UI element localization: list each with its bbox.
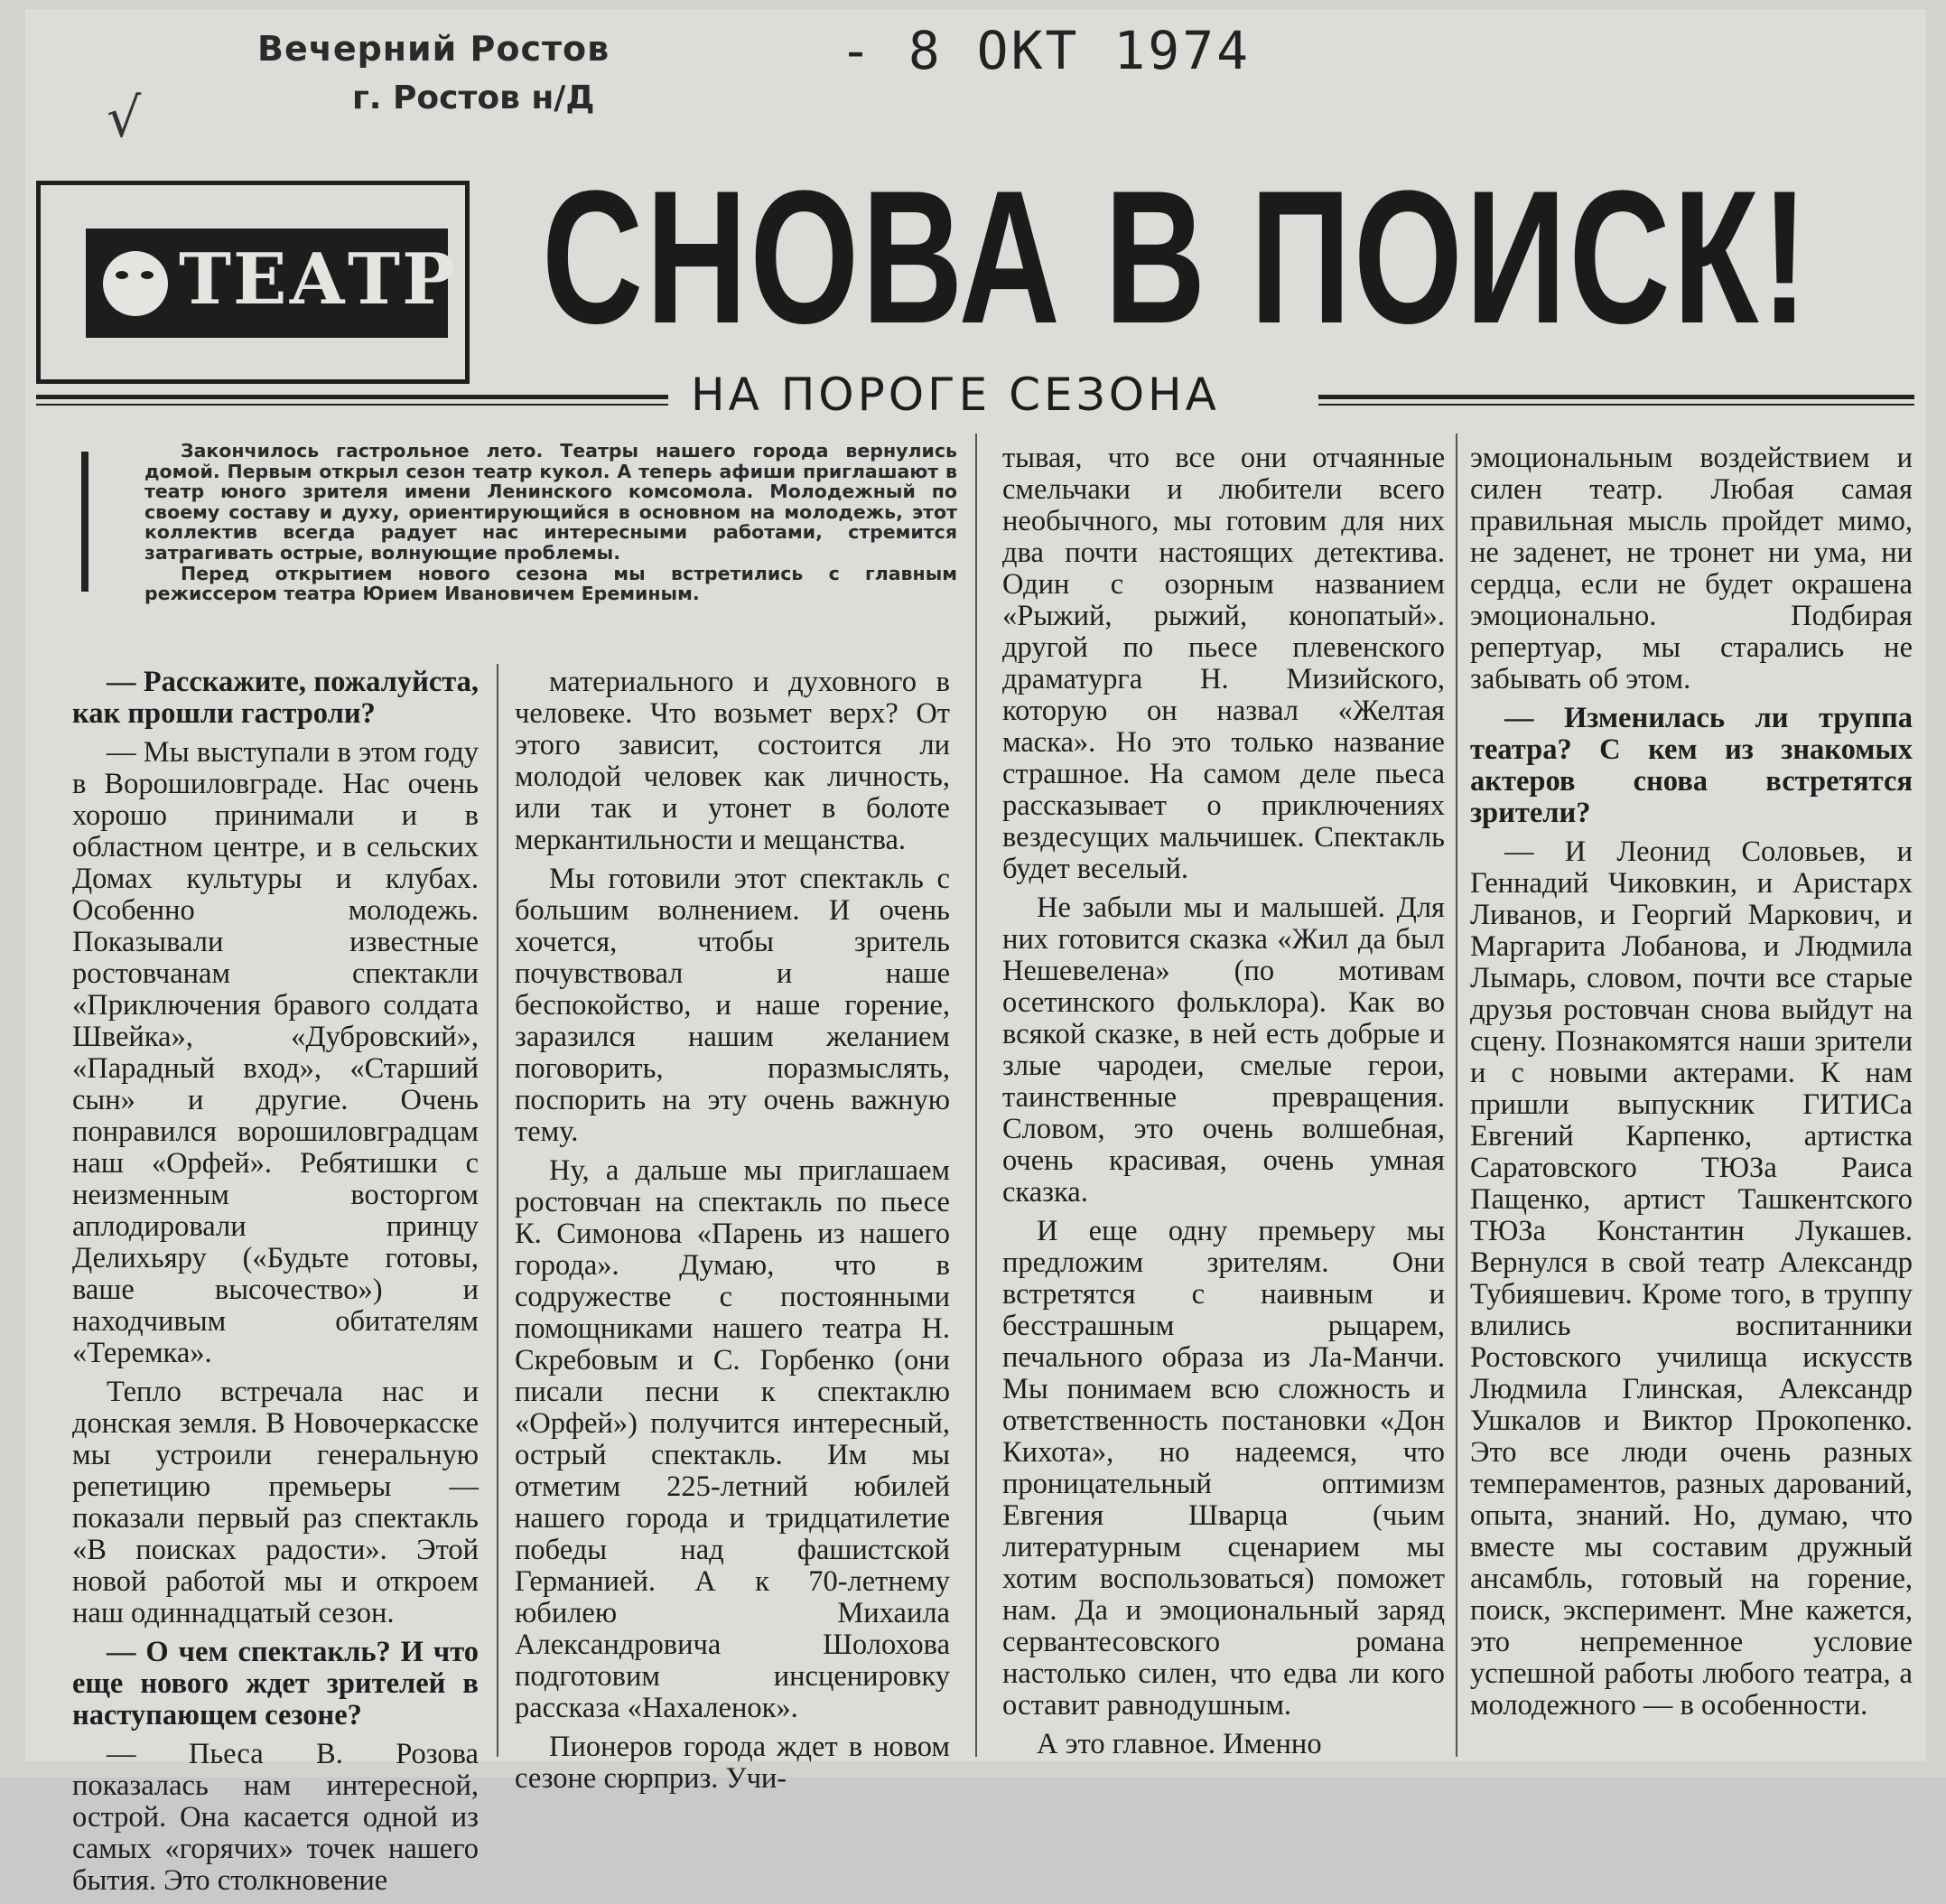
date-stamp: - 8 ОКТ 1974 [840,20,1252,81]
interview-question: — О чем спектакль? И что еще нового ждет зрителей в наступающем сезоне? [72,1636,479,1731]
subhead-rule-left-thin [36,404,668,406]
interview-answer: Не забыли мы и малышей. Для них готовится сказка «Жил да был Нешевелена» (по мотивам осетинского фольклора). Как во всякой сказке, в ней есть добрые и злые чародеи, смелые герои, таинственные превращения. Словом, это очень волшебная, очень красивая, очень умная сказка. [1002,891,1445,1209]
lead-bar [81,452,88,592]
article-column-3 [1002,443,1445,1768]
interview-answer: И еще одну премьеру мы предложим зрителям. Они встретятся с наивным и бесстрашным рыцарем, печального образа из Ла-Манчи. Мы понимаем всю сложность и ответственность постановки «Дон Кихота», но надеемся, что проницательный оптимизм Евгения Шварца (чьим литературным сценарием мы хотим воспользоваться) поможет нам. Да и эмоциональный заряд сервантесовского романа настолько силен, что едва ли кого оставит равнодушным. [1002,1215,1445,1722]
subheadline: НА ПОРОГЕ СЕЗОНА [691,369,1220,421]
interview-answer: эмоциональным воздействием и силен театр. Любая самая правильная мысль пройдет мимо, не заденет, не тронет ни ума, ни сердца, если не будет окрашена эмоционально. Подбирая репертуар, мы старались не забывать об этом. [1470,442,1913,695]
interview-answer: Пионеров города ждет в новом сезоне сюрприз. Учи- [515,1731,950,1795]
interview-answer: — И Леонид Соловьев, и Геннадий Чиковкин, и Аристарх Ливанов, и Георгий Маркович, и Маргарита Лобанова, и Людмила Лымарь, словом, почти все старые друзья ростовчан снова выйдут на сцену. Познакомятся наши зрители и с новыми актерами. К нам пришли выпускник ГИТИСа Евгений Карпенко, артистка Саратовского ТЮЗа Раиса Пащенко, артист Ташкентского ТЮЗа Константин Лукашев. Вернулся в свой театр Александр Тубияшевич. Кроме того, в труппу влились воспитанники Ростовского училища искусств Людмила Глинская, Александр Ушкалов и Виктор Прокопенко. Это все люди очень разных темпераментов, разных дарований, опыта, знаний. Но, думаю, что вместе мы составим дружный ансамбль, готовый на горение, поиск, эксперимент. Мне кажется, это непременное условие успешной работы любого театра, а молодежного — в особенности. [1470,835,1913,1722]
city-stamp: г. Ростов н/Д [352,79,595,117]
lead-text: Закончилось гастрольное лето. Театры нашего города вернулись домой. Первым открыл сезон театр кукол. А теперь афиши приглашают в театр юного зрителя имени Ленинского комсомола. Молодежный по своему составу и духу, ориентирующийся в основном на молодежь, этот коллектив всегда радует нас интересными работами, стремится затрагивать острые, волнующие проблемы. [144,440,957,564]
column-divider [497,664,498,1757]
headline: СНОВА В ПОИСК! [542,151,1811,363]
rubric-label: ТЕАТР [179,238,457,321]
subhead-rule-left [36,395,668,399]
lead-text: Перед открытием нового сезона мы встретились с главным режиссером театра Юрием Ивановичем Ереминым. [144,562,957,605]
theatre-mask-icon [103,251,168,316]
rubric-badge [86,229,457,338]
interview-answer: — Пьеса В. Розова показалась нам интересной, острой. Она касается одной из самых «горячих» точек нашего бытия. Это столкновение [72,1738,479,1897]
interview-answer: — Мы выступали в этом году в Ворошиловграде. Нас очень хорошо принимали и в областном центре, и в сельских Домах культуры и клубах. Особенно молодежь. Показывали известные ростовчанам спектакли «Приключения бравого солдата Швейка», «Дубровский», «Парадный вход», «Старший сын» и другие. Очень понравился ворошиловградцам наш «Орфей». Ребятишки с неизменным восторгом аплодировали принцу Делихьяру («Будьте готовы, ваше высочество») и находчивым обитателям «Теремка». [72,736,479,1369]
interview-answer: А это главное. Именно [1037,1728,1322,1760]
interview-question: — Изменилась ли труппа театра? С кем из знакомых актеров снова встретятся зрители? [1470,702,1913,829]
interview-answer: тывая, что все они отчаянные смельчаки и любители всего необычного, мы готовим для них два почти настоящих детектива. Один с озорным названием «Рыжий, рыжий, конопатый». другой по пьесе плевенского драматурга Н. Мизийского, которую он назвал «Желтая маска». Но это только название страшное. На самом деле пьеса рассказывает о приключениях вездесущих мальчишек. Спектакль будет веселый. [1002,442,1445,885]
article-column-2 [515,667,950,1802]
interview-answer: материального и духовного в человеке. Что возьмет верх? От этого зависит, состоится ли молодой человек как личность, или так и утонет в болоте меркантильности и мещанства. [515,666,950,856]
checkmark-mark: √ [107,87,142,150]
article-column-1 [72,667,479,1904]
interview-answer: Тепло встречала нас и донская земля. В Новочеркасске мы устроили генеральную репетицию премьеры — показали первый раз спектакль «В поисках радости». Этой новой работой мы и откроем наш одиннадцатый сезон. [72,1376,479,1629]
lead-paragraph [144,441,957,604]
publication-stamp: Вечерний Ростов [257,29,610,69]
subhead-rule-right [1318,395,1914,399]
subhead-rule-right-thin [1318,404,1914,406]
interview-question: — Расскажите, пожалуйста, как прошли гастроли? [72,666,479,730]
interview-answer: Мы готовили этот спектакль с большим волнением. И очень хочется, чтобы зритель почувствовал и наше беспокойство, и наше горение, заразился нашим желанием поговорить, поразмыслять, поспорить на эту очень важную тему. [515,863,950,1148]
interview-answer: Ну, а дальше мы приглашаем ростовчан на спектакль по пьесе К. Симонова «Парень из нашего города». Думаю, что в содружестве с постоянными помощниками нашего театра Н. Скребовым и С. Горбенко (они писали песни к спектаклю «Орфей») получится интересный, острый спектакль. Им мы отметим 225-летний юбилей нашего города и тридцатилетие победы над фашистской Германией. А к 70-летнему юбилею Михаила Александровича Шолохова подготовим инсценировку рассказа «Нахаленок». [515,1154,950,1724]
column-divider [1456,434,1457,1757]
rubric-frame [36,181,470,384]
column-divider [975,434,977,1757]
article-column-4 [1470,443,1913,1729]
